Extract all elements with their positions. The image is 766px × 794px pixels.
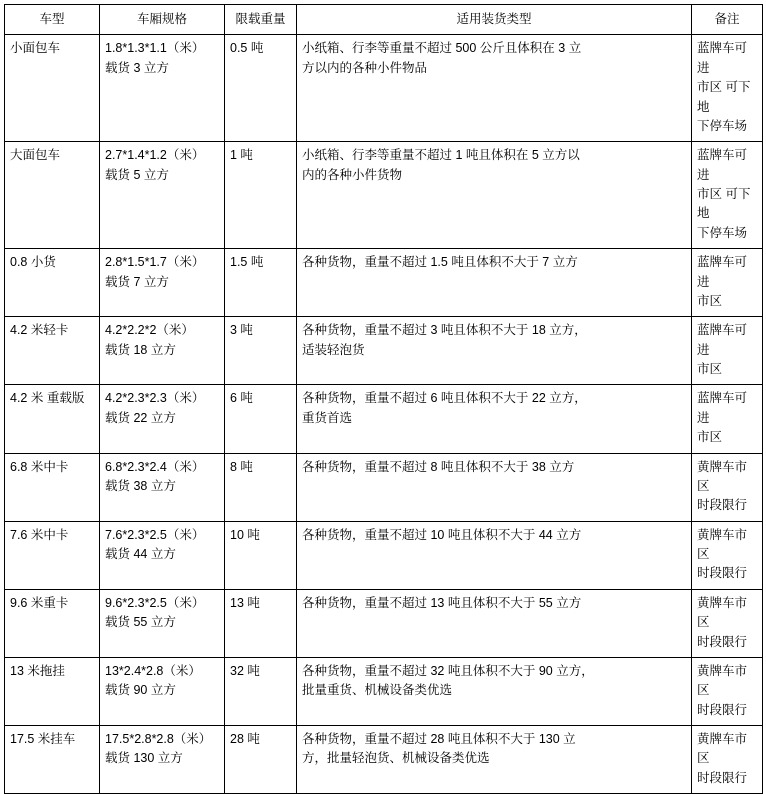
cell-load-limit bbox=[225, 589, 297, 657]
table-row bbox=[5, 589, 763, 657]
table-row bbox=[5, 35, 763, 142]
cell-cargo-usage-line: 方以内的各种小件物品 bbox=[302, 60, 428, 75]
cell-vehicle-type bbox=[5, 385, 100, 453]
cell-cargo-spec-line: 1.8*1.3*1.1（米） bbox=[105, 41, 205, 56]
cell-cargo-usage bbox=[297, 385, 692, 453]
cell-load-limit-line: 32 吨 bbox=[230, 663, 260, 678]
cell-cargo-spec-line: 载货 44 立方 bbox=[105, 547, 176, 561]
cell-load-limit bbox=[225, 657, 297, 725]
cell-cargo-usage bbox=[297, 453, 692, 521]
cell-cargo-spec-line: 7.6*2.3*2.5（米） bbox=[105, 527, 205, 542]
cell-remark bbox=[692, 453, 763, 521]
column-header-cargo-usage: 适用装货类型 bbox=[297, 5, 692, 35]
cell-vehicle-type bbox=[5, 657, 100, 725]
table-row bbox=[5, 317, 763, 385]
cell-cargo-usage bbox=[297, 249, 692, 317]
cell-cargo-usage-line: 小纸箱、行李等重量不超过 500 公斤且体积在 3 立 bbox=[302, 41, 582, 56]
cell-remark-line: 蓝牌车可进 bbox=[697, 255, 748, 289]
cell-vehicle-type-line: 大面包车 bbox=[10, 148, 61, 163]
cell-load-limit bbox=[225, 35, 297, 142]
cell-cargo-spec bbox=[100, 589, 225, 657]
cell-cargo-spec-line: 载货 5 立方 bbox=[105, 167, 169, 182]
cell-vehicle-type-line: 0.8 小货 bbox=[10, 255, 56, 270]
cell-vehicle-type-line: 9.6 米重卡 bbox=[10, 595, 69, 610]
cell-vehicle-type bbox=[5, 589, 100, 657]
cell-load-limit bbox=[225, 142, 297, 249]
cell-cargo-spec bbox=[100, 317, 225, 385]
table-header-row bbox=[5, 5, 763, 35]
cell-cargo-spec-line: 13*2.4*2.8（米） bbox=[105, 663, 201, 678]
cell-cargo-spec bbox=[100, 142, 225, 249]
table-row bbox=[5, 453, 763, 521]
cell-remark bbox=[692, 589, 763, 657]
cell-remark-line: 市区 可下地 bbox=[697, 80, 751, 114]
cell-cargo-usage-line: 小纸箱、行李等重量不超过 1 吨且体积在 5 立方以 bbox=[302, 148, 580, 163]
cell-cargo-spec-line: 载货 55 立方 bbox=[105, 615, 176, 630]
cell-remark-line: 黄牌车市区 bbox=[697, 732, 748, 766]
cell-remark-line: 时段限行 bbox=[697, 770, 748, 785]
cell-cargo-spec-line: 载货 22 立方 bbox=[105, 410, 176, 425]
cell-remark-line: 蓝牌车可进 bbox=[697, 323, 748, 357]
table-row bbox=[5, 521, 763, 589]
table-row bbox=[5, 726, 763, 794]
table-row bbox=[5, 142, 763, 249]
cell-remark bbox=[692, 35, 763, 142]
cell-cargo-usage-line: 各种货物，重量不超过 1.5 吨且体积不大于 7 立方 bbox=[302, 255, 578, 270]
cell-cargo-spec bbox=[100, 35, 225, 142]
cell-vehicle-type bbox=[5, 521, 100, 589]
cell-load-limit-line: 1 吨 bbox=[230, 148, 253, 163]
cell-cargo-spec-line: 载货 18 立方 bbox=[105, 342, 176, 357]
cell-vehicle-type-line: 4.2 米轻卡 bbox=[10, 323, 69, 338]
cell-cargo-usage bbox=[297, 726, 692, 794]
cell-load-limit-line: 10 吨 bbox=[230, 527, 260, 542]
cell-remark bbox=[692, 657, 763, 725]
cell-load-limit-line: 6 吨 bbox=[230, 391, 253, 406]
cell-cargo-usage-line: 重货首选 bbox=[302, 410, 353, 425]
cell-cargo-spec-line: 载货 130 立方 bbox=[105, 751, 183, 766]
cell-remark-line: 市区 可下地 bbox=[697, 187, 751, 221]
cell-cargo-spec-line: 载货 7 立方 bbox=[105, 274, 169, 289]
cell-cargo-usage-line: 各种货物，重量不超过 13 吨且体积不大于 55 立方 bbox=[302, 595, 582, 610]
cell-load-limit bbox=[225, 521, 297, 589]
cell-remark-line: 下停车场 bbox=[697, 225, 748, 240]
cell-cargo-usage-line: 各种货物，重量不超过 10 吨且体积不大于 44 立方 bbox=[302, 527, 582, 542]
cell-cargo-spec bbox=[100, 726, 225, 794]
cell-vehicle-type bbox=[5, 726, 100, 794]
cell-cargo-spec-line: 6.8*2.3*2.4（米） bbox=[105, 459, 205, 474]
cell-cargo-spec-line: 载货 90 立方 bbox=[105, 683, 176, 698]
cell-cargo-usage bbox=[297, 521, 692, 589]
cell-cargo-usage-line: 内的各种小件货物 bbox=[302, 167, 403, 182]
table-body bbox=[5, 35, 763, 794]
cell-load-limit-line: 0.5 吨 bbox=[230, 41, 264, 56]
cell-cargo-spec bbox=[100, 385, 225, 453]
cell-remark-line: 黄牌车市区 bbox=[697, 459, 748, 493]
cell-load-limit bbox=[225, 249, 297, 317]
table-row bbox=[5, 249, 763, 317]
cell-cargo-usage bbox=[297, 589, 692, 657]
column-header-remark: 备注 bbox=[692, 5, 763, 35]
cell-cargo-usage bbox=[297, 35, 692, 142]
cell-vehicle-type bbox=[5, 35, 100, 142]
cell-cargo-spec-line: 9.6*2.3*2.5（米） bbox=[105, 595, 205, 610]
cell-remark-line: 时段限行 bbox=[697, 498, 748, 513]
cell-remark-line: 市区 bbox=[697, 362, 723, 376]
cell-remark bbox=[692, 726, 763, 794]
table-row bbox=[5, 385, 763, 453]
cell-cargo-spec bbox=[100, 521, 225, 589]
cell-remark-line: 时段限行 bbox=[697, 634, 748, 649]
cell-remark bbox=[692, 249, 763, 317]
cell-remark bbox=[692, 317, 763, 385]
cell-remark-line: 蓝牌车可进 bbox=[697, 41, 748, 75]
column-header-vehicle-type: 车型 bbox=[5, 5, 100, 35]
cell-vehicle-type bbox=[5, 317, 100, 385]
cell-remark-line: 市区 bbox=[697, 430, 723, 445]
cell-vehicle-type-line: 4.2 米 重载版 bbox=[10, 391, 85, 406]
cell-cargo-spec bbox=[100, 657, 225, 725]
cell-cargo-usage-line: 方，批量轻泡货、机械设备类优选 bbox=[302, 751, 490, 766]
cell-load-limit-line: 28 吨 bbox=[230, 732, 260, 746]
cell-cargo-spec-line: 4.2*2.2*2（米） bbox=[105, 323, 194, 338]
cell-cargo-usage-line: 各种货物，重量不超过 6 吨且体积不大于 22 立方， bbox=[302, 391, 587, 406]
cell-vehicle-type bbox=[5, 142, 100, 249]
cell-vehicle-type-line: 17.5 米挂车 bbox=[10, 732, 76, 746]
cell-vehicle-type-line: 7.6 米中卡 bbox=[10, 527, 69, 542]
cell-remark-line: 蓝牌车可进 bbox=[697, 148, 748, 182]
cell-load-limit-line: 13 吨 bbox=[230, 595, 260, 610]
cell-cargo-usage-line: 适装轻泡货 bbox=[302, 342, 365, 357]
cell-cargo-usage-line: 各种货物，重量不超过 28 吨且体积不大于 130 立 bbox=[302, 732, 576, 746]
cell-remark bbox=[692, 142, 763, 249]
cell-load-limit bbox=[225, 726, 297, 794]
cell-cargo-usage-line: 各种货物，重量不超过 32 吨且体积不大于 90 立方， bbox=[302, 663, 594, 678]
column-header-cargo-spec: 车厢规格 bbox=[100, 5, 225, 35]
cell-cargo-spec bbox=[100, 453, 225, 521]
cell-load-limit bbox=[225, 317, 297, 385]
cell-cargo-usage bbox=[297, 142, 692, 249]
cell-remark-line: 黄牌车市区 bbox=[697, 527, 748, 561]
cell-cargo-spec-line: 17.5*2.8*2.8（米） bbox=[105, 732, 212, 746]
cell-cargo-spec bbox=[100, 249, 225, 317]
cell-remark-line: 市区 bbox=[697, 293, 723, 308]
cell-cargo-spec-line: 2.7*1.4*1.2（米） bbox=[105, 148, 205, 163]
cell-load-limit bbox=[225, 453, 297, 521]
cell-vehicle-type-line: 小面包车 bbox=[10, 41, 61, 56]
cell-load-limit-line: 3 吨 bbox=[230, 323, 253, 338]
cell-vehicle-type-line: 6.8 米中卡 bbox=[10, 459, 69, 474]
vehicle-specification-table bbox=[4, 4, 763, 794]
cell-remark bbox=[692, 521, 763, 589]
cell-vehicle-type bbox=[5, 249, 100, 317]
column-header-load-limit: 限载重量 bbox=[225, 5, 297, 35]
cell-load-limit bbox=[225, 385, 297, 453]
cell-load-limit-line: 1.5 吨 bbox=[230, 255, 264, 270]
cell-vehicle-type-line: 13 米拖挂 bbox=[10, 663, 65, 678]
cell-remark-line: 下停车场 bbox=[697, 118, 748, 133]
cell-remark-line: 时段限行 bbox=[697, 702, 748, 717]
cell-remark bbox=[692, 385, 763, 453]
cell-remark-line: 时段限行 bbox=[697, 566, 748, 581]
table-row bbox=[5, 657, 763, 725]
cell-load-limit-line: 8 吨 bbox=[230, 459, 253, 474]
cell-cargo-usage-line: 各种货物，重量不超过 3 吨且体积不大于 18 立方， bbox=[302, 323, 587, 338]
cell-cargo-usage-line: 批量重货、机械设备类优选 bbox=[302, 683, 453, 698]
cell-vehicle-type bbox=[5, 453, 100, 521]
cell-remark-line: 黄牌车市区 bbox=[697, 595, 748, 630]
cell-cargo-spec-line: 2.8*1.5*1.7（米） bbox=[105, 255, 205, 270]
cell-cargo-spec-line: 载货 3 立方 bbox=[105, 60, 169, 75]
cell-remark-line: 蓝牌车可进 bbox=[697, 391, 748, 425]
cell-remark-line: 黄牌车市区 bbox=[697, 663, 748, 698]
cell-cargo-usage-line: 各种货物，重量不超过 8 吨且体积不大于 38 立方 bbox=[302, 459, 575, 474]
cell-cargo-usage bbox=[297, 317, 692, 385]
cell-cargo-spec-line: 4.2*2.3*2.3（米） bbox=[105, 391, 205, 406]
cell-cargo-spec-line: 载货 38 立方 bbox=[105, 478, 176, 493]
cell-cargo-usage bbox=[297, 657, 692, 725]
